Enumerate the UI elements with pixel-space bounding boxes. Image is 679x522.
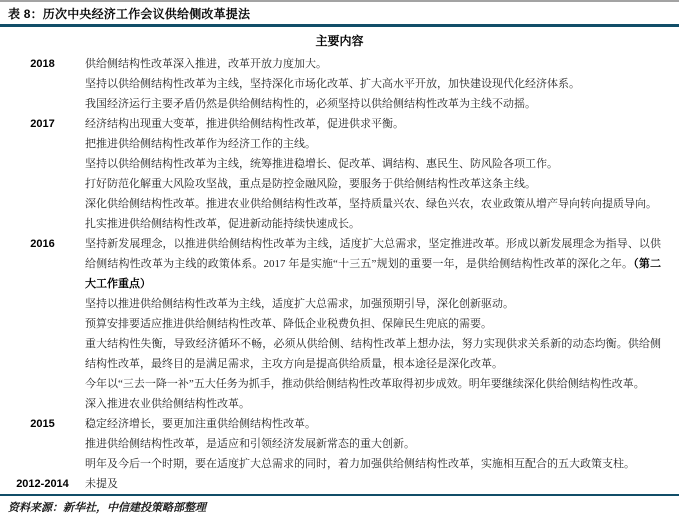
table-body [0, 52, 679, 494]
content-cell [85, 234, 679, 414]
year-cell: 2012-2014 [16, 478, 69, 490]
content-item: 今年以“三去一降一补”五大任务为抓手，推动供给侧结构性改革取得初步成效。明年要继续深化供给侧结构性改革。 [85, 378, 645, 390]
content-item: 重大结构性失衡，导致经济循环不畅，必须从供给侧、结构性改革上想办法，努力实现供求关系新的动态均衡。供给侧结构性改革，最终目的是满足需求，主攻方向是提高供给质量，根本途径是深化改革。 [85, 338, 661, 370]
year-cell: 2015 [30, 418, 55, 430]
content-item: 深入推进农业供给侧结构性改革。 [85, 398, 250, 410]
table-row [0, 114, 679, 234]
table-row [0, 474, 679, 494]
content-item: 扎实推进供给侧结构性改革，促进新动能持续快速成长。 [85, 218, 360, 230]
year-cell: 2018 [30, 58, 55, 70]
content-item: 把推进供给侧结构性改革作为经济工作的主线。 [85, 138, 316, 150]
content-item: 供给侧结构性改革深入推进，改革开放力度加大。 [85, 58, 327, 70]
table-row [0, 414, 679, 474]
table-title: 表 8：历次中央经济工作会议供给侧改革提法 [0, 0, 679, 24]
content-item: 稳定经济增长，要更加注重供给侧结构性改革。 [85, 418, 316, 430]
table-row [0, 54, 679, 114]
column-header-main: 主要内容 [315, 34, 364, 48]
content-item: 明年及今后一个时期，要在适度扩大总需求的同时，着力加强供给侧结构性改革，实施相互配合的五大政策支柱。 [85, 458, 635, 470]
bold-note: （第二大工作重点） [85, 258, 662, 290]
year-cell: 2017 [30, 118, 55, 130]
year-cell: 2016 [30, 238, 55, 250]
content-item: 坚持以供给侧结构性改革为主线，统筹推进稳增长、促改革、调结构、惠民生、防风险各项工作。 [85, 158, 558, 170]
content-item: 坚持以推进供给侧结构性改革为主线，适度扩大总需求，加强预期引导，深化创新驱动。 [85, 298, 514, 310]
table-row [0, 234, 679, 414]
content-item: 预算安排要适应推进供给侧结构性改革、降低企业税费负担、保障民生兜底的需要。 [85, 318, 492, 330]
content-cell [85, 414, 679, 474]
content-item: 未提及 [85, 478, 118, 490]
content-cell [85, 474, 679, 494]
content-cell [85, 114, 679, 234]
content-item: 打好防范化解重大风险攻坚战，重点是防控金融风险，要服务于供给侧结构性改革这条主线。 [85, 178, 536, 190]
content-item [85, 234, 661, 294]
content-item: 坚持以供给侧结构性改革为主线，坚持深化市场化改革、扩大高水平开放，加快建设现代化经济体系。 [85, 78, 580, 90]
content-text: 坚持新发展理念，以推进供给侧结构性改革为主线，适度扩大总需求，坚定推进改革。形成以新发展理念为指导、以供给侧结构性改革为主线的政策体系。2017 年是实施“十三五”规划的重要一年，是供给侧结构性改革的深化之年。 [85, 238, 661, 270]
source-note: 资料来源：新华社，中信建投策略部整理 [8, 502, 206, 514]
content-item: 经济结构出现重大变革，推进供给侧结构性改革，促进供求平衡。 [85, 118, 404, 130]
content-item: 推进供给侧结构性改革，是适应和引领经济发展新常态的重大创新。 [85, 438, 415, 450]
content-item: 我国经济运行主要矛盾仍然是供给侧结构性的，必须坚持以供给侧结构性改革为主线不动摇。 [85, 98, 536, 110]
content-cell [85, 54, 679, 114]
content-item: 深化供给侧结构性改革。推进农业供给侧结构性改革，坚持质量兴农、绿色兴农，农业政策从增产导向转向提质导向。 [85, 198, 657, 210]
